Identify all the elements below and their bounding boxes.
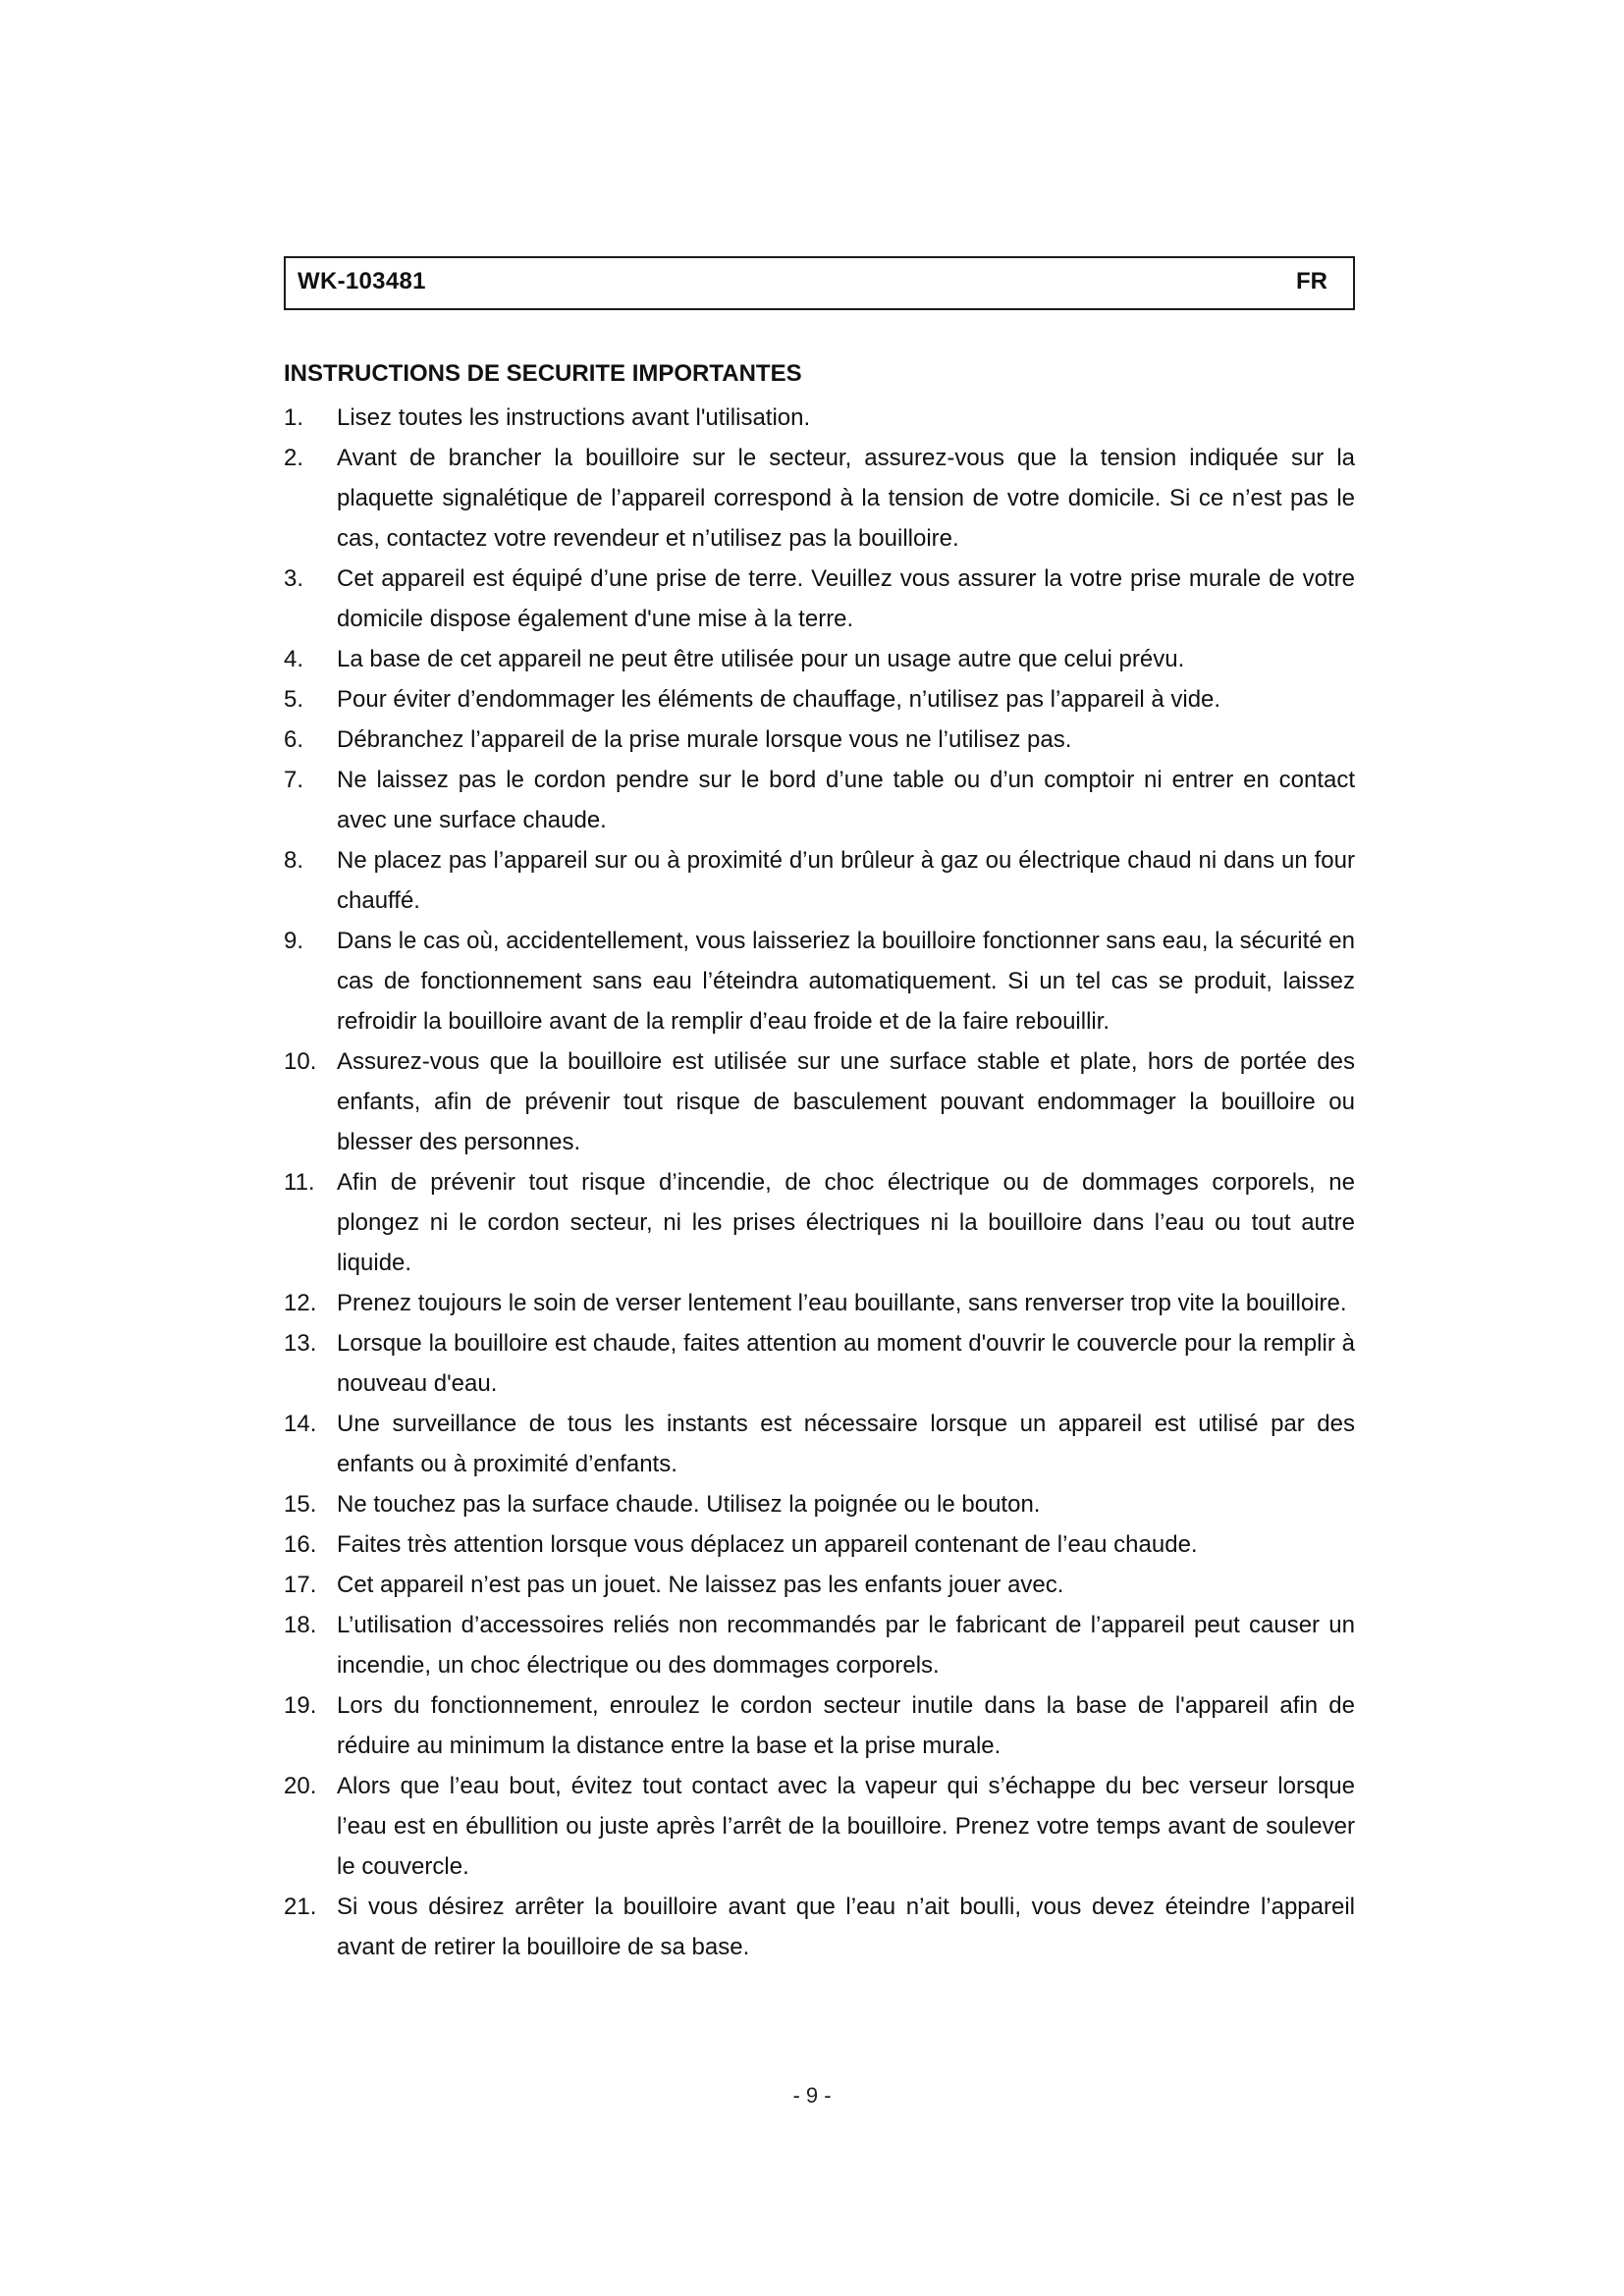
instruction-item xyxy=(284,1685,1355,1766)
instruction-item xyxy=(284,720,1355,760)
instruction-item xyxy=(284,1162,1355,1283)
instruction-text: Lors du fonctionnement, enroulez le cordon secteur inutile dans la base de l'appareil afin de réduire au minimum la distance entre la base et la prise murale. xyxy=(337,1692,1355,1759)
instruction-text: Une surveillance de tous les instants est nécessaire lorsque un appareil est utilisé par des enfants ou à proximité d’enfants. xyxy=(337,1411,1355,1477)
instruction-number: 15. xyxy=(284,1491,317,1518)
instruction-number: 5. xyxy=(284,686,304,713)
instruction-number: 12. xyxy=(284,1290,317,1316)
instruction-item xyxy=(284,1887,1355,1967)
instruction-number: 1. xyxy=(284,404,304,431)
instruction-text: Cet appareil est équipé d’une prise de terre. Veuillez vous assurer la votre prise murale de votre domicile dispose également d'une mise à la terre. xyxy=(337,565,1355,632)
instruction-item xyxy=(284,1484,1355,1524)
instruction-number: 10. xyxy=(284,1048,317,1075)
instruction-number: 13. xyxy=(284,1330,317,1357)
header-box xyxy=(284,256,1355,310)
instruction-item xyxy=(284,840,1355,921)
instruction-number: 9. xyxy=(284,928,304,954)
instruction-text: Pour éviter d’endommager les éléments de chauffage, n’utilisez pas l’appareil à vide. xyxy=(337,686,1221,713)
instruction-text: L’utilisation d’accessoires reliés non recommandés par le fabricant de l’appareil peut causer un incendie, un choc électrique ou des dommages corporels. xyxy=(337,1612,1355,1679)
instruction-number: 16. xyxy=(284,1531,317,1558)
instruction-number: 8. xyxy=(284,847,304,874)
instruction-number: 20. xyxy=(284,1773,317,1799)
instruction-text: Assurez-vous que la bouilloire est utilisée sur une surface stable et plate, hors de portée des enfants, afin de prévenir tout risque de basculement pouvant endommager la bouilloire ou blesser des personnes. xyxy=(337,1048,1355,1155)
instruction-text: Faites très attention lorsque vous déplacez un appareil contenant de l’eau chaude. xyxy=(337,1531,1198,1558)
instruction-text: Lisez toutes les instructions avant l'utilisation. xyxy=(337,404,811,431)
model-number: WK-103481 xyxy=(298,268,426,294)
instruction-number: 21. xyxy=(284,1894,317,1920)
instruction-text: Ne placez pas l’appareil sur ou à proximité d’un brûleur à gaz ou électrique chaud ni dans un four chauffé. xyxy=(337,847,1355,914)
instruction-number: 6. xyxy=(284,726,304,753)
instruction-text: Prenez toujours le soin de verser lentement l’eau bouillante, sans renverser trop vite la bouilloire. xyxy=(337,1290,1347,1316)
instruction-number: 18. xyxy=(284,1612,317,1638)
instruction-item xyxy=(284,559,1355,639)
instruction-item xyxy=(284,679,1355,720)
instruction-item xyxy=(284,1323,1355,1404)
instruction-item xyxy=(284,921,1355,1041)
instruction-text: Cet appareil n’est pas un jouet. Ne laissez pas les enfants jouer avec. xyxy=(337,1572,1064,1598)
instruction-number: 17. xyxy=(284,1572,317,1598)
instruction-text: Avant de brancher la bouilloire sur le secteur, assurez-vous que la tension indiquée sur la plaquette signalétique de l’appareil correspond à la tension de votre domicile. Si ce n’est pas le cas, contactez votre revendeur et n’utilisez pas la bouilloire. xyxy=(337,445,1355,552)
instruction-text: Débranchez l’appareil de la prise murale lorsque vous ne l’utilisez pas. xyxy=(337,726,1072,753)
instruction-text: Afin de prévenir tout risque d’incendie, de choc électrique ou de dommages corporels, ne plongez ni le cordon secteur, ni les prises électriques ni la bouilloire dans l’eau ou tout autre liquide. xyxy=(337,1169,1355,1276)
instruction-item xyxy=(284,438,1355,559)
instruction-text: Ne laissez pas le cordon pendre sur le bord d’une table ou d’un comptoir ni entrer en contact avec une surface chaude. xyxy=(337,767,1355,833)
instruction-text: La base de cet appareil ne peut être utilisée pour un usage autre que celui prévu. xyxy=(337,646,1185,672)
instruction-item xyxy=(284,1766,1355,1887)
instruction-number: 7. xyxy=(284,767,304,793)
instruction-list xyxy=(284,398,1355,1967)
instruction-number: 2. xyxy=(284,445,304,471)
instruction-item xyxy=(284,1404,1355,1484)
instruction-text: Alors que l’eau bout, évitez tout contact avec la vapeur qui s’échappe du bec verseur lorsque l’eau est en ébullition ou juste après l’arrêt de la bouilloire. Prenez votre temps avant de soulever le couvercle. xyxy=(337,1773,1355,1880)
instruction-text: Dans le cas où, accidentellement, vous laisseriez la bouilloire fonctionner sans eau, la sécurité en cas de fonctionnement sans eau l’éteindra automatiquement. Si un tel cas se produit, laissez refroidir la bouilloire avant de la remplir d’eau froide et de la faire rebouillir. xyxy=(337,928,1355,1035)
instruction-item xyxy=(284,398,1355,438)
section-title: INSTRUCTIONS DE SECURITE IMPORTANTES xyxy=(284,360,802,387)
instruction-text: Si vous désirez arrêter la bouilloire avant que l’eau n’ait boulli, vous devez éteindre l’appareil avant de retirer la bouilloire de sa base. xyxy=(337,1894,1355,1960)
instruction-number: 14. xyxy=(284,1411,317,1437)
instruction-item xyxy=(284,639,1355,679)
instruction-item xyxy=(284,1041,1355,1162)
instruction-item xyxy=(284,1524,1355,1565)
instruction-text: Lorsque la bouilloire est chaude, faites attention au moment d'ouvrir le couvercle pour la remplir à nouveau d'eau. xyxy=(337,1330,1355,1397)
instruction-item xyxy=(284,1565,1355,1605)
instruction-number: 19. xyxy=(284,1692,317,1719)
instruction-item xyxy=(284,1605,1355,1685)
instruction-item xyxy=(284,760,1355,840)
instruction-item xyxy=(284,1283,1355,1323)
instruction-number: 4. xyxy=(284,646,304,672)
instruction-number: 11. xyxy=(284,1169,315,1196)
language-code: FR xyxy=(1296,268,1327,294)
instruction-number: 3. xyxy=(284,565,304,592)
page-number: - 9 - xyxy=(792,2083,832,2108)
instruction-text: Ne touchez pas la surface chaude. Utilisez la poignée ou le bouton. xyxy=(337,1491,1041,1518)
